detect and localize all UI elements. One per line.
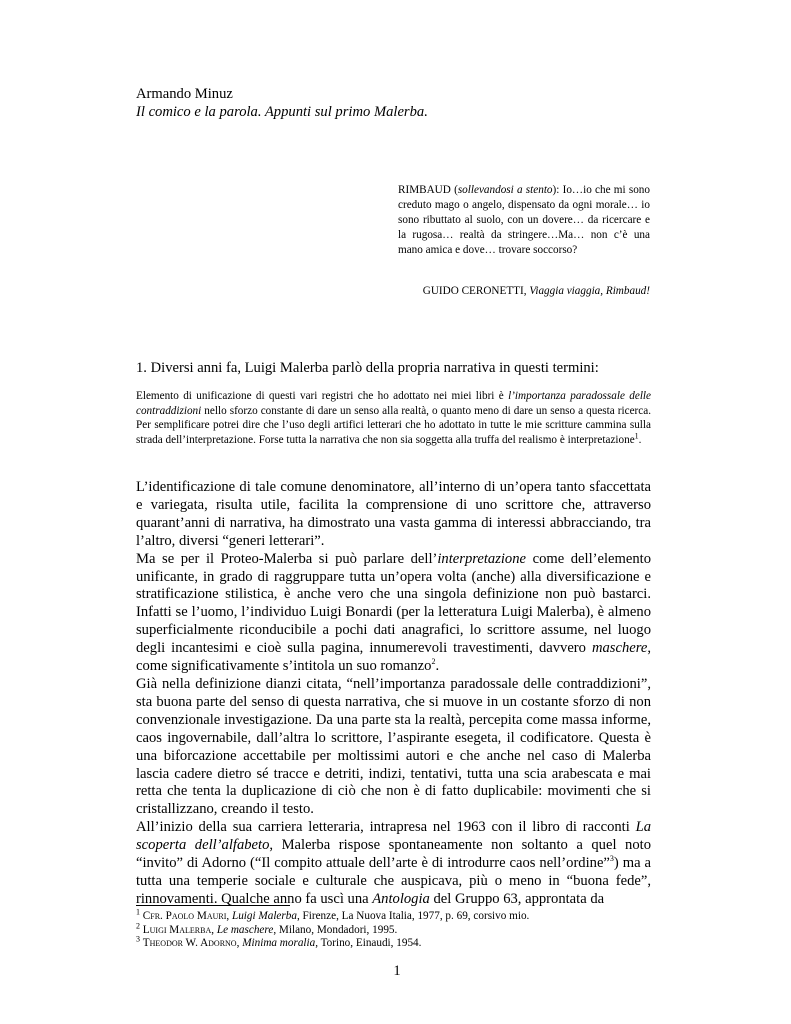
quote-text: Elemento di unificazione di questi vari registri che ho adottato nei miei libri è [136, 390, 509, 402]
footnote-work: Minima moralia [242, 937, 316, 950]
paragraph-text: Ma se per il Proteo-Malerba si può parlare dell’ [136, 550, 438, 567]
footnote-details: , Torino, Einaudi, 1954. [315, 937, 422, 950]
paragraph-text: come dell’elemento unificante, in grado di raggruppare tutta un’opera volta (anche) alla diversificazione e stratificazione stilistica, è anche vero che una singola definizione non può bastarci. Infatti se l’uomo, l’individuo Luigi Bonardi (per la letteratura Luigi Malerba), è almeno superficialmente riconducibile a pochi dati anagrafici, lo scrittore assume, nel luogo degli incantesimi e cioè sulla pagina, innumerevoli travestimenti, davvero [136, 550, 651, 657]
body-text [136, 479, 651, 909]
paragraph-text: , come significativamente s’intitola un suo romanzo [136, 640, 651, 675]
paragraph: L’identificazione di tale comune denominatore, all’interno di un’opera tanto sfaccettata e variegata, risulta utile, facilita la comprensione di uno scrittore che, attraverso quarant’anni di narrativa, ha dimostrato una vasta gamma di interessi abbracciando, tra l’altro, diversi “generi letterari”. [136, 479, 651, 549]
epigraph-stage-direction: sollevandosi a stento [457, 184, 553, 196]
paragraph: Già nella definizione dianzi citata, “nell’importanza paradossale delle contraddizioni”, sta buona parte del senso di questa narrativa, che si muove in un costante sforzo di non convenzionale investigazione. Da una parte sta la realtà, percepita come massa informe, caos ingovernabile, dall’altra lo scrittore, l’aspirante esegeta, il codificatore. Questa è una biforcazione accettabile per moltissimi autori e che anche nel caso di Malerba lascia cadere dietro sé tracce e detriti, indizi, tentativi, tutta una scia arabescata e mai retta che tenta la duplicazione di ciò che non è di fatto duplicabile: movimenti che si cristallizzano, creando il testo. [136, 675, 651, 818]
paragraph [136, 819, 651, 909]
paragraph-text: del Gruppo 63, approntata da [429, 890, 605, 907]
quote-text-cont: nello sforzo constante di dare un senso alla realtà, o quanto meno di dare un senso a questa ricerca. Per semplificare potrei dire che l’uso degli artifici letterari che ho adottato in tutte le mie scritture cammina sulla strada dell’interpretazione. Forse tutta la narrativa che non sia soggetta alla truffa del realismo è interpretazione [136, 404, 651, 446]
paragraph-emphasis: maschere [591, 640, 648, 657]
author-name: Armando Minuz [136, 86, 233, 102]
quote-end: . [638, 433, 642, 446]
document-header [136, 85, 428, 121]
footnote-separator [136, 905, 290, 906]
footnote-details: , Firenze, La Nuova Italia, 1977, p. 69, corsivo mio. [296, 910, 530, 922]
essay-title: Il comico e la parola. Appunti sul primo Malerba. [136, 104, 428, 120]
footnote-author: Luigi Malerba, [142, 923, 215, 936]
section-heading: 1. Diversi anni fa, Luigi Malerba parlò della propria narrativa in questi termini: [136, 360, 599, 376]
paragraph [136, 551, 651, 676]
paragraph-text: All’inizio della sua carriera letteraria, intrapresa nel 1963 con il libro di racconti [136, 819, 636, 836]
footnote-number: 1 [136, 907, 140, 917]
footnote-work: Le maschere [216, 923, 274, 936]
footnote-number: 3 [136, 934, 140, 944]
paragraph-emphasis: La scoperta dell’alfabeto [136, 819, 651, 854]
footnote [136, 934, 651, 951]
footnote [136, 920, 651, 938]
epigraph-attribution [398, 284, 650, 299]
paragraph-text: . [435, 658, 440, 675]
paragraph-emphasis: interpretazione [437, 550, 527, 567]
attribution-author: GUIDO CERONETTI, [422, 285, 527, 297]
footnote-details: , Milano, Mondadori, 1995. [273, 923, 398, 936]
paragraph-text: ) ma a tutta una temperie sociale e culturale che auspicava, più o meno in “buona fede”, rinnovamenti. Qualche anno fa uscì una [136, 855, 651, 907]
footnote [136, 907, 651, 924]
page-number: 1 [393, 963, 401, 979]
footnote-ref[interactable]: 1 [634, 431, 639, 441]
footnote-ref[interactable]: 3 [609, 854, 614, 864]
footnotes [136, 907, 651, 951]
epigraph-text: : Io…io che mi sono creduto mago o angelo, dispensato da ogni morale… io sono ributtato al suolo, con un dovere… da ricercare e la rugosa… realtà da stringere…Ma… non c’è una mano amica e dove… trovare soccorso? [398, 184, 650, 257]
attribution-work: Viaggia viaggia, Rimbaud! [529, 285, 650, 297]
footnote-author: Cfr. Paolo Mauri, [142, 910, 230, 922]
epigraph: RIMBAUD (sollevandosi a stento): Io…io che mi sono creduto mago o angelo, dispensato da ogni morale… io sono ributtato al suolo, con un dovere… da ricercare e la rugosa… realtà da stringere…Ma… non c’è una mano amica e dove… trovare soccorso? [398, 184, 650, 257]
footnote-work: Luigi Malerba [231, 910, 297, 922]
block-quote [136, 389, 651, 447]
epigraph-speaker: RIMBAUD [398, 184, 451, 196]
footnote-ref[interactable]: 2 [431, 657, 436, 667]
footnote-author: Theodor W. Adorno, [142, 937, 240, 950]
paragraph-text: , Malerba rispose spontaneamente non soltanto a quel noto “invito” di Adorno (“Il compito attuale dell’arte è di introdurre caos nell’ordine” [136, 837, 651, 872]
paragraph-emphasis: Antologia [372, 890, 430, 907]
quote-emphasis: l’importanza paradossale delle contraddizioni [136, 390, 652, 417]
footnote-number: 2 [136, 920, 140, 930]
